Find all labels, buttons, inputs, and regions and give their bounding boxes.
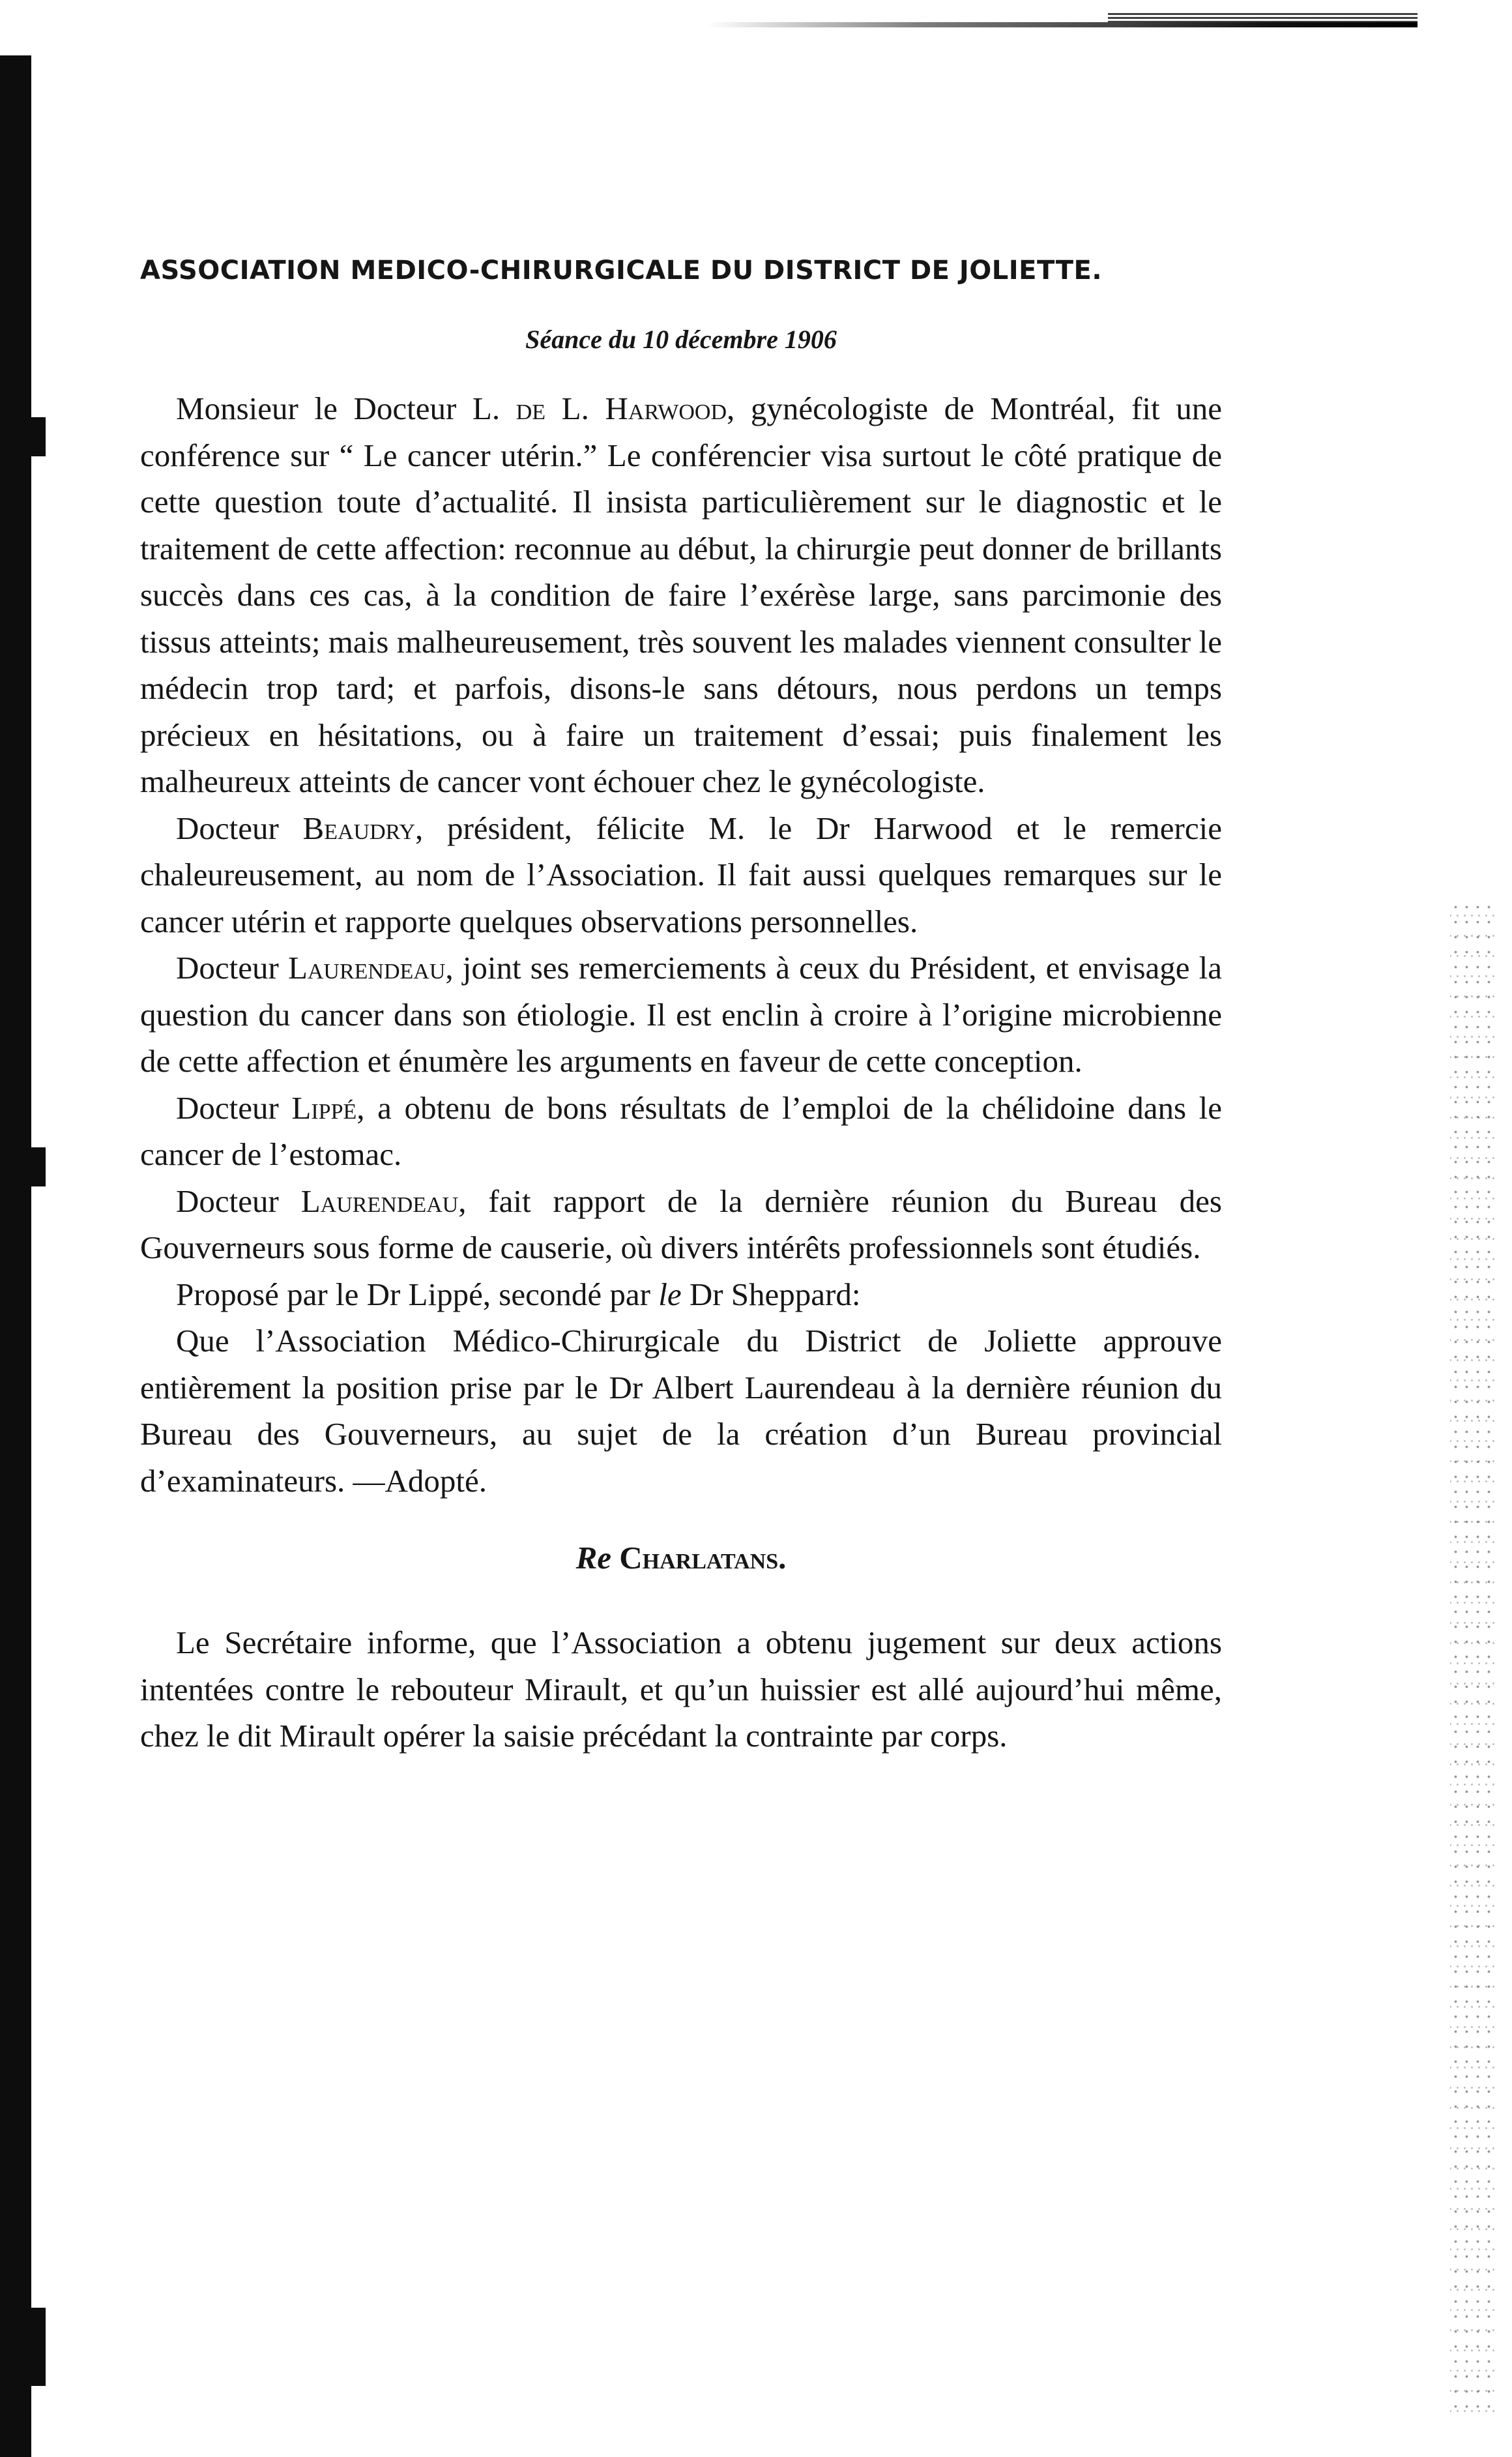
speaker-name: Harwood xyxy=(605,390,727,426)
scan-top-rule xyxy=(707,22,1418,27)
section-name: Charlatans. xyxy=(619,1540,787,1576)
scan-edge-notch xyxy=(31,417,46,456)
paragraph-resolution: Que l’Association Médico-Chirurgicale du District de Joliette approuve entièrement la position prise par le Dr Albert Laurendeau à la dernière réunion du Bureau des Gouverneurs, au sujet de la création d’un Bureau provincial d’examinateurs. —Adopté. xyxy=(140,1323,1222,1499)
speaker-name: Beaudry xyxy=(302,810,416,846)
document-heading: ASSOCIATION MEDICO-CHIRURGICALE DU DISTRICT DE JOLIETTE. xyxy=(140,256,1103,286)
scan-top-rule-stripes xyxy=(1108,13,1418,22)
text-run: , gynécologiste de Montréal, fit une conférence sur “ Le cancer utérin.” Le conférencier visa surtout le côté pratique de cette question toute d’actualité. Il insista particulièrement sur le diagnostic et le traitement de cette affection: reconnue au début, la chirurgie peut donner de brillants succès dans ces cas, à la condition de faire l’exérèse large, sans parcimonie des tissus atteints; mais malheureusement, très souvent les malades viennent consulter le médecin trop tard; et parfois, disons-le sans détours, nous perdons un temps précieux en hésitations, ou à faire un traitement d’essai; puis finalement les malheureux atteints de cancer vont échouer chez le gynécologiste. xyxy=(140,390,1222,799)
section-prefix: Re xyxy=(575,1540,612,1576)
scan-edge-notch xyxy=(31,1147,46,1186)
text-run: , joint ses remerciements à ceux du Président, et envisage la question du cancer dans son étiologie. Il est enclin à croire à l’origine microbienne de cette affection et énumère les arguments en faveur de cette conception. xyxy=(140,950,1222,1079)
paragraph-beaudry xyxy=(140,805,1222,945)
scan-right-speckle xyxy=(1450,900,1496,2419)
text-run: Docteur xyxy=(176,950,288,986)
scan-left-edge xyxy=(0,55,31,2457)
session-date: Séance du 10 décembre 1906 xyxy=(525,325,837,354)
text-run: L. xyxy=(545,390,605,426)
text-run: , a obtenu de bons résultats de l’emploi de la chélidoine dans le cancer de l’estomac. xyxy=(140,1089,1222,1172)
paragraph-laurendeau-1 xyxy=(140,945,1222,1085)
document-body xyxy=(140,385,1222,1759)
speaker-name: Lippé xyxy=(291,1089,357,1126)
document-page xyxy=(140,257,1222,1759)
speaker-name: Laurendeau xyxy=(300,1183,459,1219)
paragraph-lippe xyxy=(140,1085,1222,1178)
speaker-name: Laurendeau xyxy=(287,950,446,986)
scan-edge-notch xyxy=(31,2308,46,2386)
text-run: Docteur xyxy=(176,810,303,846)
text-run: Proposé par le Dr Lippé, secondé par xyxy=(176,1276,659,1312)
section-title xyxy=(140,1542,1222,1574)
text-run: Dr Sheppard: xyxy=(681,1276,861,1312)
text-run-italic: le xyxy=(658,1276,682,1312)
text-run: , fait rapport de la dernière réunion du Bureau des Gouverneurs sous forme de causerie, où divers intérêts professionnels sont étudiés. xyxy=(140,1183,1222,1265)
text-run: Monsieur le Docteur L. xyxy=(176,390,516,426)
text-run: Docteur xyxy=(176,1183,301,1219)
paragraph-motion xyxy=(140,1271,1222,1318)
name-particle: de xyxy=(516,390,546,426)
paragraph-charlatans: Le Secrétaire informe, que l’Association a obtenu jugement sur deux actions intentées contre le rebouteur Mirault, et qu’un huissier est allé aujourd’hui même, chez le dit Mirault opérer la saisie précédant la contrainte par corps. xyxy=(140,1625,1222,1754)
paragraph-laurendeau-2 xyxy=(140,1178,1222,1271)
paragraph-harwood xyxy=(140,385,1222,805)
text-run: , président, félicite M. le Dr Harwood et le remercie chaleureusement, au nom de l’Association. Il fait aussi quelques remarques sur le cancer utérin et rapporte quelques observations personnelles. xyxy=(140,810,1222,939)
text-run: Docteur xyxy=(176,1089,292,1126)
